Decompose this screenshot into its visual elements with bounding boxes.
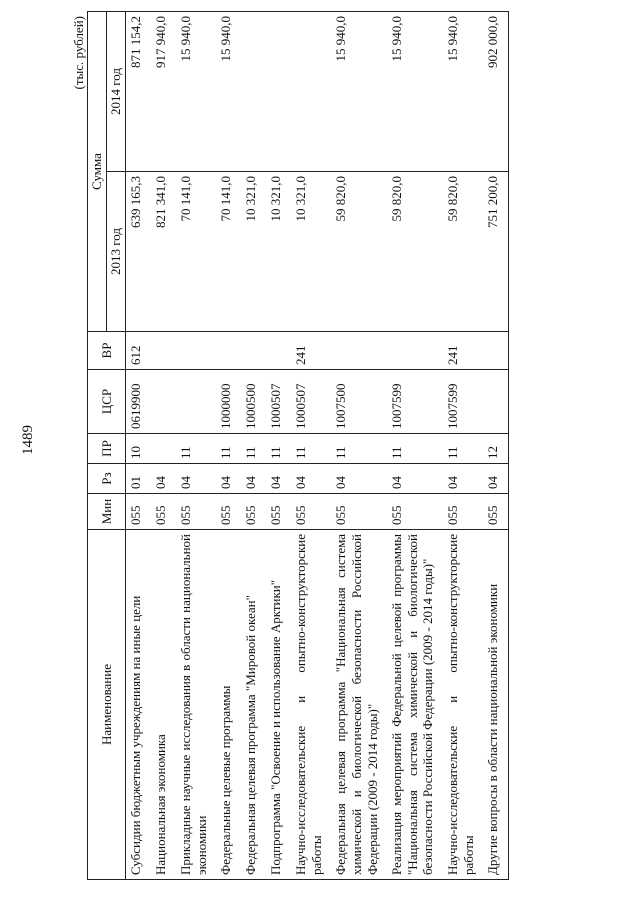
cell-name: Национальная экономика — [151, 530, 176, 880]
cell-y2013: 70 141,0 — [216, 172, 241, 332]
cell-name: Научно-исследовательские и опытно-конструкторские работы — [443, 530, 483, 880]
cell-min: 055 — [331, 494, 387, 530]
header-min: Мин — [88, 494, 126, 530]
cell-rz: 04 — [216, 464, 241, 494]
cell-vr — [241, 332, 266, 370]
cell-rz: 01 — [126, 464, 152, 494]
cell-csr: 1000500 — [241, 370, 266, 434]
cell-csr: 1000507 — [291, 370, 331, 434]
cell-y2014: 15 940,0 — [331, 12, 387, 172]
cell-min: 055 — [151, 494, 176, 530]
cell-rz: 04 — [331, 464, 387, 494]
cell-min: 055 — [126, 494, 152, 530]
cell-vr — [483, 332, 509, 370]
table-row — [216, 12, 241, 880]
cell-pr: 11 — [443, 434, 483, 464]
cell-rz: 04 — [176, 464, 216, 494]
table-row — [266, 12, 291, 880]
units-note: (тыс. рублей) — [71, 16, 86, 90]
cell-y2014: 15 940,0 — [387, 12, 443, 172]
cell-csr: 0619900 — [126, 370, 152, 434]
cell-y2014: 917 940,0 — [151, 12, 176, 172]
cell-name: Научно-исследовательские и опытно-конструкторские работы — [291, 530, 331, 880]
cell-pr: 10 — [126, 434, 152, 464]
cell-y2013: 59 820,0 — [331, 172, 387, 332]
cell-name: Подпрограмма "Освоение и использование Арктики" — [266, 530, 291, 880]
table-row — [176, 12, 216, 880]
cell-csr: 1007599 — [387, 370, 443, 434]
cell-rz: 04 — [266, 464, 291, 494]
cell-min: 055 — [266, 494, 291, 530]
budget-sheet — [65, 10, 580, 880]
cell-csr — [151, 370, 176, 434]
table-row — [291, 12, 331, 880]
cell-name: Субсидии бюджетным учреждениям на иные цели — [126, 530, 152, 880]
header-2014: 2014 год — [107, 12, 126, 172]
cell-vr: 241 — [443, 332, 483, 370]
cell-pr: 11 — [291, 434, 331, 464]
header-pr: ПР — [88, 434, 126, 464]
header-2013: 2013 год — [107, 172, 126, 332]
cell-vr — [216, 332, 241, 370]
cell-y2013: 10 321,0 — [291, 172, 331, 332]
table-row — [331, 12, 387, 880]
cell-y2013: 751 200,0 — [483, 172, 509, 332]
cell-name: Федеральные целевые программы — [216, 530, 241, 880]
cell-vr: 612 — [126, 332, 152, 370]
cell-pr: 11 — [331, 434, 387, 464]
cell-pr: 11 — [266, 434, 291, 464]
cell-rz: 04 — [443, 464, 483, 494]
cell-y2013: 59 820,0 — [387, 172, 443, 332]
table-row — [126, 12, 152, 880]
cell-y2014 — [241, 12, 266, 172]
cell-min: 055 — [387, 494, 443, 530]
cell-pr: 11 — [176, 434, 216, 464]
cell-name: Федеральная целевая программа "Национальная система химической и биологической безопасности Российской Федерации (2009 - 2014 годы)" — [331, 530, 387, 880]
header-name: Наименование — [88, 530, 126, 880]
cell-min: 055 — [241, 494, 266, 530]
budget-table — [87, 11, 509, 880]
table-row — [241, 12, 266, 880]
cell-min: 055 — [443, 494, 483, 530]
header-sum: Сумма — [88, 12, 107, 332]
cell-rz: 04 — [291, 464, 331, 494]
cell-y2014 — [291, 12, 331, 172]
cell-min: 055 — [216, 494, 241, 530]
cell-vr — [331, 332, 387, 370]
cell-pr: 11 — [216, 434, 241, 464]
cell-y2013: 639 165,3 — [126, 172, 152, 332]
cell-y2013: 10 321,0 — [241, 172, 266, 332]
cell-y2014: 15 940,0 — [216, 12, 241, 172]
cell-csr — [176, 370, 216, 434]
cell-vr: 241 — [291, 332, 331, 370]
cell-y2014: 15 940,0 — [176, 12, 216, 172]
header-csr: ЦСР — [88, 370, 126, 434]
cell-pr — [151, 434, 176, 464]
cell-csr: 1007500 — [331, 370, 387, 434]
table-row — [443, 12, 483, 880]
cell-csr: 1007599 — [443, 370, 483, 434]
cell-min: 055 — [176, 494, 216, 530]
cell-csr — [483, 370, 509, 434]
cell-y2013: 70 141,0 — [176, 172, 216, 332]
cell-pr: 11 — [387, 434, 443, 464]
cell-name: Прикладные научные исследования в области национальной экономики — [176, 530, 216, 880]
cell-rz: 04 — [483, 464, 509, 494]
cell-vr — [387, 332, 443, 370]
table-row — [387, 12, 443, 880]
cell-min: 055 — [291, 494, 331, 530]
cell-csr: 1000507 — [266, 370, 291, 434]
header-vr: ВР — [88, 332, 126, 370]
cell-name: Федеральная целевая программа "Мировой океан" — [241, 530, 266, 880]
cell-y2013: 10 321,0 — [266, 172, 291, 332]
cell-y2014: 15 940,0 — [443, 12, 483, 172]
cell-name: Другие вопросы в области национальной экономики — [483, 530, 509, 880]
cell-rz: 04 — [151, 464, 176, 494]
cell-vr — [151, 332, 176, 370]
cell-pr: 11 — [241, 434, 266, 464]
cell-vr — [266, 332, 291, 370]
cell-csr: 1000000 — [216, 370, 241, 434]
cell-rz: 04 — [241, 464, 266, 494]
cell-name: Реализация мероприятий Федеральной целевой программы "Национальная система химической и биологической безопасности Российской Федерации (2009 - 2014 годы)" — [387, 530, 443, 880]
cell-pr: 12 — [483, 434, 509, 464]
cell-y2014: 902 000,0 — [483, 12, 509, 172]
cell-min: 055 — [483, 494, 509, 530]
cell-y2013: 59 820,0 — [443, 172, 483, 332]
header-rz: Рз — [88, 464, 126, 494]
cell-y2013: 821 341,0 — [151, 172, 176, 332]
cell-y2014 — [266, 12, 291, 172]
page-number: 1489 — [20, 425, 36, 455]
cell-y2014: 871 154,2 — [126, 12, 152, 172]
cell-vr — [176, 332, 216, 370]
table-row — [483, 12, 509, 880]
cell-rz: 04 — [387, 464, 443, 494]
table-row — [151, 12, 176, 880]
